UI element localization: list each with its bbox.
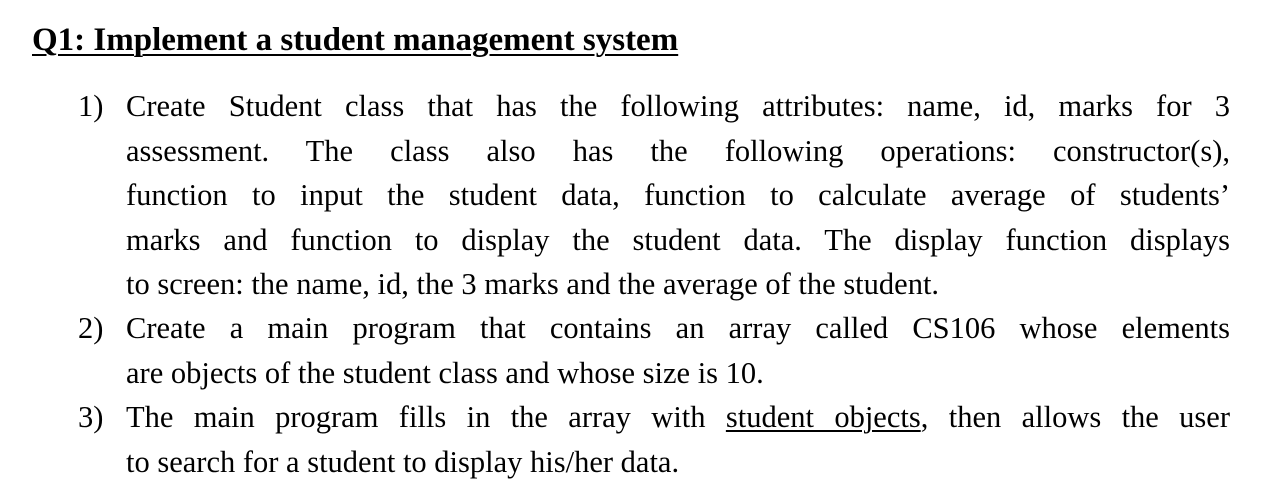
list-item-1 (78, 84, 1230, 307)
text-line: to search for a student to display his/her data. (126, 444, 680, 479)
list-item-text (126, 395, 1230, 484)
list-item-text (126, 306, 1230, 395)
text-line: are objects of the student class and whose size is 10. (126, 355, 764, 390)
text-line: function to input the student data, function to calculate average of students’ (126, 178, 1230, 212)
text-line (126, 395, 1230, 440)
list-item-number: 3) (78, 400, 104, 434)
list-item-3 (78, 395, 1230, 484)
text-line: marks and function to display the student data. The display function displays (126, 222, 1230, 257)
underlined-phrase: student objects (725, 400, 921, 434)
list-item-2 (78, 306, 1230, 395)
text-line: to screen: the name, id, the 3 marks and the average of the student. (126, 267, 940, 301)
text-segment: , then allows the user (920, 400, 1230, 434)
text-segment: The main program fills in the array with (126, 400, 726, 434)
list-item-number: 2) (78, 311, 104, 345)
text-line: Create Student class that has the following attributes: name, id, marks for 3 (126, 89, 1230, 123)
question-title: Q1: Implement a student management system (32, 22, 679, 58)
text-line: Create a main program that contains an array called CS106 whose elements (126, 311, 1230, 345)
text-line: assessment. The class also has the following operations: constructor(s), (126, 133, 1230, 168)
list-item-number: 1) (78, 89, 104, 123)
list-item-text (126, 84, 1230, 307)
